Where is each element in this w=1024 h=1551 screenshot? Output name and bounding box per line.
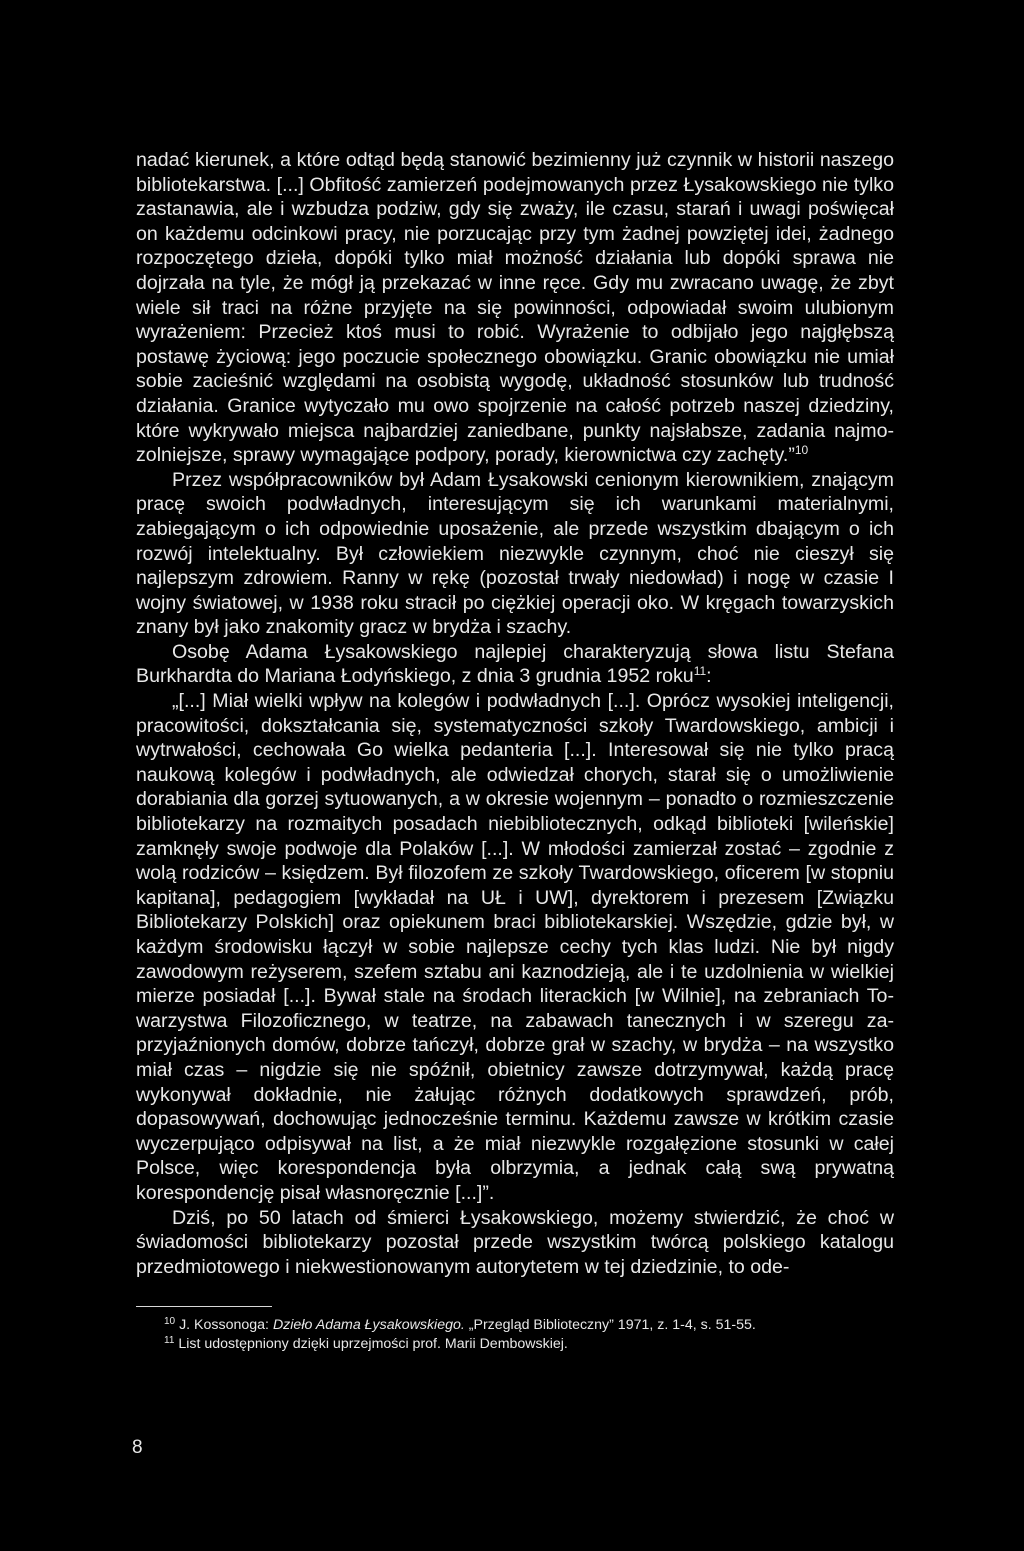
paragraph-3 — [136, 640, 894, 689]
paragraph-5 — [136, 1206, 894, 1280]
paragraph-1 — [136, 148, 894, 468]
footnote-11-text: List udostępniony dzięki uprzejmości prof. Marii Dembowskiej. — [178, 1336, 568, 1352]
page-body — [136, 148, 894, 1279]
footnote-ref-10: 10 — [794, 443, 809, 458]
paragraph-4-quote — [136, 689, 894, 1205]
footnote-10-source: „Przegląd Biblioteczny” 1971, z. 1-4, s. 51-55. — [464, 1317, 756, 1333]
footnote-10 — [136, 1316, 894, 1335]
paragraph-3-text: Osobę Adama Łysakowskiego najlepiej charakteryzują słowa listu Stefana Burkhardta do Mariana Łodyńskiego, z dnia 3 grudnia 1952 roku — [136, 640, 894, 688]
paragraph-5-text: Dziś, po 50 latach od śmierci Łysakowskiego, możemy stwierdzić, że choć w świadomości bibliotekarzy pozostał przede wszystkim twórcą polskiego katalogu przedmiotowego i niekwestionowanym autorytetem w tej dziedzinie, to ode- — [136, 1206, 894, 1278]
footnote-10-mark: 10 — [164, 1316, 176, 1327]
paragraph-3-colon: : — [706, 665, 712, 688]
paragraph-2-text: Przez współpracowników był Adam Łysakowski cenionym kierownikiem, znającym pracę swoich podwładnych, interesującym się ich warunkami materialnymi, zabiegającym o ich odpowiednie uposażenie, ale przede wszystkim dbającym o ich rozwój intelektualny. Był człowiekiem niezwykle czynnym, choć nie cieszył się najlepszym zdrowiem. Ranny w rękę (pozostał trwały niedowład) i nogę w czasie I wojny światowej, w 1938 roku stracił po ciężkiej operacji oko. W kręgach towarzyskich znany był jako znakomity gracz w brydża i szachy. — [136, 468, 894, 639]
page-number: 8 — [132, 1437, 143, 1458]
footnote-10-title: Dzieło Adama Łysakowskiego. — [272, 1317, 465, 1333]
main-text — [136, 148, 894, 1279]
footnote-11-mark: 11 — [164, 1335, 175, 1346]
footnote-ref-11: 11 — [693, 664, 707, 679]
footnote-11 — [136, 1335, 894, 1354]
paragraph-1-text: nadać kierunek, a które odtąd będą stanowić bezimienny już czynnik w historii naszego bibliotekarstwa. [...] Obfitość zamierzeń podejmowanych przez Łysakowskiego nie tylko zastanawia, ale i wzbudza podziw, gdy się zważy, ile czasu, starań i uwagi poświęcał on każdemu odcinkowi pracy, nie porzucając przy tym żadnej powziętej idei, żadnego rozpoczętego dzieła, dopóki tylko miał możność działania lub dopóki sprawa nie dojrzała na tyle, że mógł ją przekazać w inne ręce. Gdy mu zwracano uwagę, że zbyt wiele sił traci na różne przyjęte na się powinności, odpowiadał swoim ulubionym wyrażeniem: Przecież ktoś musi to robić. Wyrażenie to odbijało jego najgłębszą postawę życiową: jego poczucie społecznego obowiązku. Granic obowiązku nie umiał sobie zacieśnić względami na osobistą wygodę, układność stosunków lub trudność działania. Granice wytyczało mu owo spojrzenie na całość potrzeb naszej dziedziny, które wykrywało miejsca najbardziej zaniedbane, punkty najsłabsze, zadania najmozolniejsze, sprawy wymagające podpory, porady, kierownictwa czy zachęty.” — [136, 149, 894, 467]
paragraph-4-text: „[...] Miał wielki wpływ na kolegów i podwładnych [...]. Oprócz wysokiej inteligencji, pracowitości, dokształcania się, systematyczności szkoły Twardowskiego, ambicji i wytrwałości, cechowała Go wielka pedanteria [...]. Interesował się nie tylko pracą naukową kolegów i podwładnych, ale odwiedzał chorych, starał się o umożliwienie dorabiania dla gorzej sytuowanych, a w okresie wojennym – ponadto o rozmieszczenie bibliotekarzy na rozmaitych posadach niebibliotecznych, odkąd biblioteki [wileńskie] zamknęły swoje podwoje dla Polaków [...]. W młodości zamierzał zostać – zgodnie z wolą rodziców – księdzem. Był filozofem ze szkoły Twardowskiego, oficerem [w stopniu kapitana], pedagogiem [wykładał na UŁ i UW], dyrektorem i prezesem [Związku Bibliotekarzy Polskich] oraz opiekunem braci bibliotekarskiej. Wszędzie, gdzie był, w każdym środowisku łączył w sobie najlepsze cechy tych klas ludzi. Nie był nigdy zawodowym reżyserem, szefem sztabu ani kaznodzieją, ale i te uzdolnienia w wielkiej mierze posiadał [...]. Bywał stale na środach literackich [w Wilnie], na zebraniach Towarzystwa Filozoficznego, w teatrze, na zabawach tanecznych i w szeregu zaprzyjaźnionych domów, dobrze tańczył, dobrze grał w szachy, w brydża – na wszystko miał czas – nigdzie się nie spóźnił, obietnicy zawsze dotrzymywał, każdą pracę wykonywał dokładnie, nie żałując różnych dodatkowych sprawdzeń, prób, dopasowywań, dochowując jednocześnie terminu. Każdemu zawsze w krótkim czasie wyczerpująco odpisywał na list, a że miał niezwykle rozgałęzione stosunki w całej Polsce, więc korespondencja była olbrzymia, a jednak całą swą prywatną korespondencję pisał własnoręcznie [...]”. — [136, 690, 894, 1204]
footnotes — [136, 1316, 894, 1354]
footnote-divider — [136, 1306, 272, 1307]
footnote-10-author: J. Kossonoga: — [179, 1317, 273, 1333]
paragraph-2 — [136, 468, 894, 640]
